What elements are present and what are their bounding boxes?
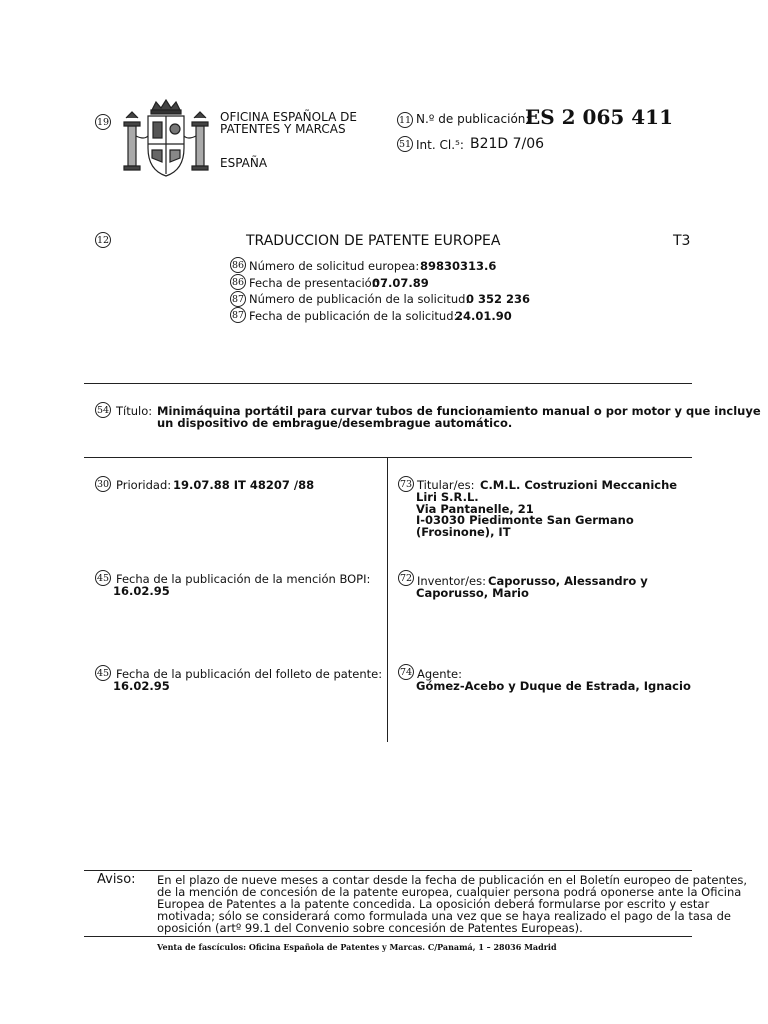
publication-number-label: N.º de publicación:: [416, 112, 530, 126]
inid-code-30: 30: [95, 476, 111, 492]
notice-line4: motivada; sólo se considerará como formulada una vez que se haya realizado el pago de la tasa de: [157, 909, 731, 923]
priority-label: Prioridad:: [116, 478, 172, 492]
holder-line3: Via Pantanelle, 21: [416, 502, 534, 516]
notice-line2: de la mención de concesión de la patente europea, cualquier persona podrá oponerse ante la Oficina: [157, 885, 742, 899]
notice-line3: Europea de Patentes a la patente concedida. La oposición deberá formularse por escrito y estar: [157, 897, 710, 911]
app-pub-date-value: 24.01.90: [455, 309, 512, 323]
folleto-date-label: Fecha de la publicación del folleto de patente:: [116, 667, 383, 681]
inid-code-54: 54: [95, 402, 111, 418]
holder-line5: (Frosinone), IT: [416, 525, 511, 539]
inid-code-11: 11: [397, 112, 413, 128]
inid-code-74: 74: [398, 664, 414, 680]
inid-code-72: 72: [398, 570, 414, 586]
int-class-label: Int. Cl.⁵:: [416, 138, 464, 152]
app-pub-number-label: Número de publicación de la solicitud:: [249, 292, 470, 306]
document-type-title: TRADUCCION DE PATENTE EUROPEA: [246, 233, 501, 249]
bopi-date-value: 16.02.95: [113, 584, 170, 598]
title-label: Título:: [116, 404, 153, 418]
filing-date-label: Fecha de presentación :: [249, 276, 387, 290]
divider-footer: [84, 936, 692, 937]
office-name-line1: OFICINA ESPAÑOLA DE: [220, 110, 357, 124]
column-divider: [387, 457, 388, 742]
notice-text: [157, 873, 748, 935]
agent-value: Gómez-Acebo y Duque de Estrada, Ignacio: [416, 679, 691, 693]
inid-code-45: 45: [95, 570, 111, 586]
filing-date-value: 07.07.89: [372, 276, 429, 290]
inventor-line1: Caporusso, Alessandro y: [488, 574, 648, 588]
inid-code-45: 45: [95, 665, 111, 681]
inid-code-87: 87: [230, 291, 246, 307]
publication-number: ES 2 065 411: [525, 105, 673, 129]
folleto-date-value: 16.02.95: [113, 679, 170, 693]
inid-code-86: 86: [230, 257, 246, 273]
title-line1: Minimáquina portátil para curvar tubos de funcionamiento manual o por motor y que incluye: [157, 404, 761, 418]
inid-code-19: 19: [95, 114, 111, 130]
app-pub-number-value: 0 352 236: [466, 292, 531, 306]
bopi-date-label: Fecha de la publicación de la mención BOPI:: [116, 572, 371, 586]
app-pub-date-label: Fecha de publicación de la solicitud:: [249, 309, 458, 323]
notice-line1: En el plazo de nueve meses a contar desde la fecha de publicación en el Boletín europeo de patentes,: [157, 873, 748, 887]
priority-value: 19.07.88 IT 48207 /88: [173, 478, 315, 492]
divider-top: [84, 383, 692, 384]
footer-sales-info: Venta de fascículos: Oficina Española de Patentes y Marcas. C/Panamá, 1 – 28036 Madrid: [157, 942, 557, 952]
agent-label: Agente:: [417, 667, 462, 681]
holder-line4: I-03030 Piedimonte San Germano: [416, 513, 634, 527]
inid-code-51: 51: [397, 136, 413, 152]
app-number-value: 89830313.6: [420, 259, 497, 273]
notice-label: Aviso:: [97, 872, 136, 887]
office-name-line2: PATENTES Y MARCAS: [220, 122, 346, 136]
inid-code-73: 73: [398, 476, 414, 492]
title-line2: un dispositivo de embrague/desembrague automático.: [157, 416, 513, 430]
country-name: ESPAÑA: [220, 156, 268, 170]
inid-code-12: 12: [95, 232, 111, 248]
holder-line2: Liri S.R.L.: [416, 490, 479, 504]
notice-line5: oposición (artº 99.1 del Convenio sobre concesión de Patentes Europeas).: [157, 921, 583, 935]
coat-of-arms-logo: [118, 96, 214, 184]
int-class-value: B21D 7/06: [470, 136, 545, 152]
holder-label: Titular/es:: [417, 478, 475, 492]
inventor-label: Inventor/es:: [417, 574, 486, 588]
kind-code: T3: [673, 233, 691, 249]
inid-code-87: 87: [230, 307, 246, 323]
inid-code-86: 86: [230, 274, 246, 290]
inventor-line2: Caporusso, Mario: [416, 586, 529, 600]
holder-line1: C.M.L. Costruzioni Meccaniche: [480, 478, 678, 492]
divider-middle: [84, 457, 692, 458]
divider-notice: [84, 870, 692, 871]
app-number-label: Número de solicitud europea:: [249, 259, 420, 273]
